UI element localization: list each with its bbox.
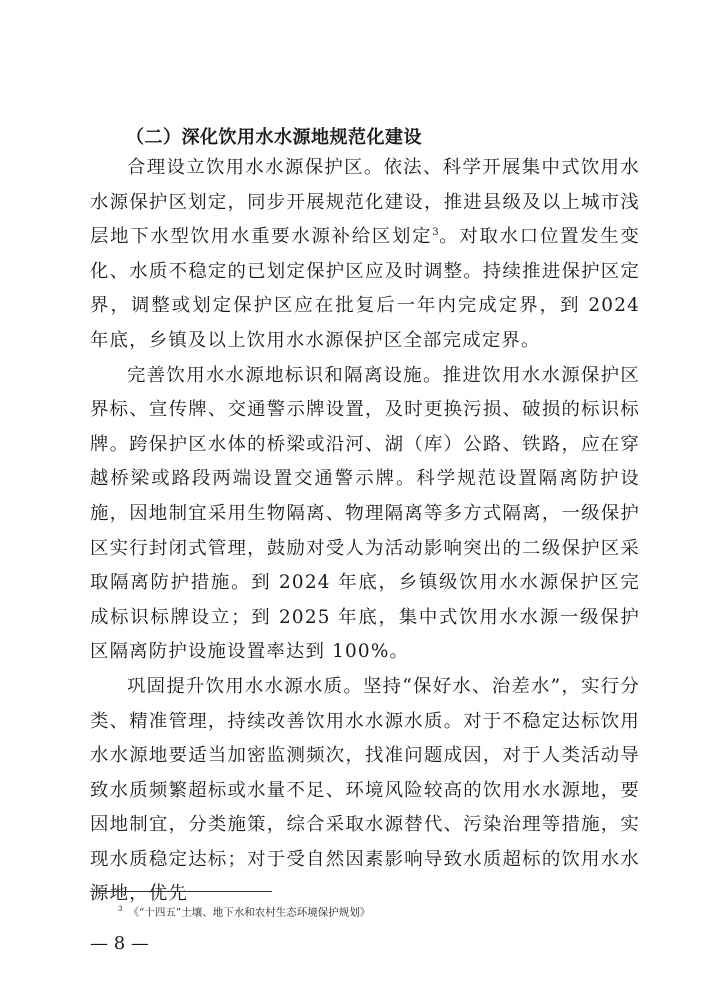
paragraph-text: 合理设立饮用水水源保护区。依法、科学开展集中式饮用水水源保护区划定，同步开展规范化建设，推进县级及以上城市浅层地下水型饮用水重要水源补给区划定 (90, 157, 640, 248)
footnote-divider (90, 891, 272, 892)
paragraph-water-source-protection-zone (90, 151, 640, 359)
footnote-reference[interactable]: 3 (432, 227, 439, 239)
footnote (118, 902, 370, 920)
paragraph-signage-and-isolation: 完善饮用水水源地标识和隔离设施。推进饮用水水源保护区界标、宣传牌、交通警示牌设置，及时更换污损、破损的标识标牌。跨保护区水体的桥梁或沿河、湖（库）公路、铁路，应在穿越桥梁或路段两端设置交通警示牌。科学规范设置隔离防护设施，因地制宜采用生物隔离、物理隔离等多方式隔离，一级保护区实行封闭式管理，鼓励对受人为活动影响突出的二级保护区采取隔离防护措施。到 2024 年底，乡镇级饮用水水源保护区完成标识标牌设立；到 2025 年底，集中式饮用水水源一级保护区隔离防护设施设置率达到 100%。 (90, 364, 640, 663)
page-number: — 8 — (90, 933, 149, 954)
paragraph-text-continued: 。对取水口位置发生变化、水质不稳定的已划定保护区应及时调整。持续推进保护区定界，调整或划定保护区应在批复后一年内完成定界，到 2024 年底，乡镇及以上饮用水水源保护区全部完成定界。 (90, 226, 640, 351)
footnote-number: 3 (118, 905, 123, 913)
section-heading: （二）深化饮用水水源地规范化建设 (126, 127, 422, 148)
footnote-text: 《“十四五”土壤、地下水和农村生态环境保护规划》 (128, 906, 371, 919)
body-text (90, 151, 640, 912)
paragraph-water-quality: 巩固提升饮用水水源水质。坚持“保好水、治差水”，实行分类、精准管理，持续改善饮用水水源水质。对于不稳定达标饮用水水源地要适当加密监测频次，找准问题成因，对于人类活动导致水质频繁超标或水量不足、环境风险较高的饮用水水源地，要因地制宜，分类施策，综合采取水源替代、污染治理等措施，实现水质稳定达标；对于受自然因素影响导致水质超标的饮用水水源地，优先 (90, 675, 640, 905)
